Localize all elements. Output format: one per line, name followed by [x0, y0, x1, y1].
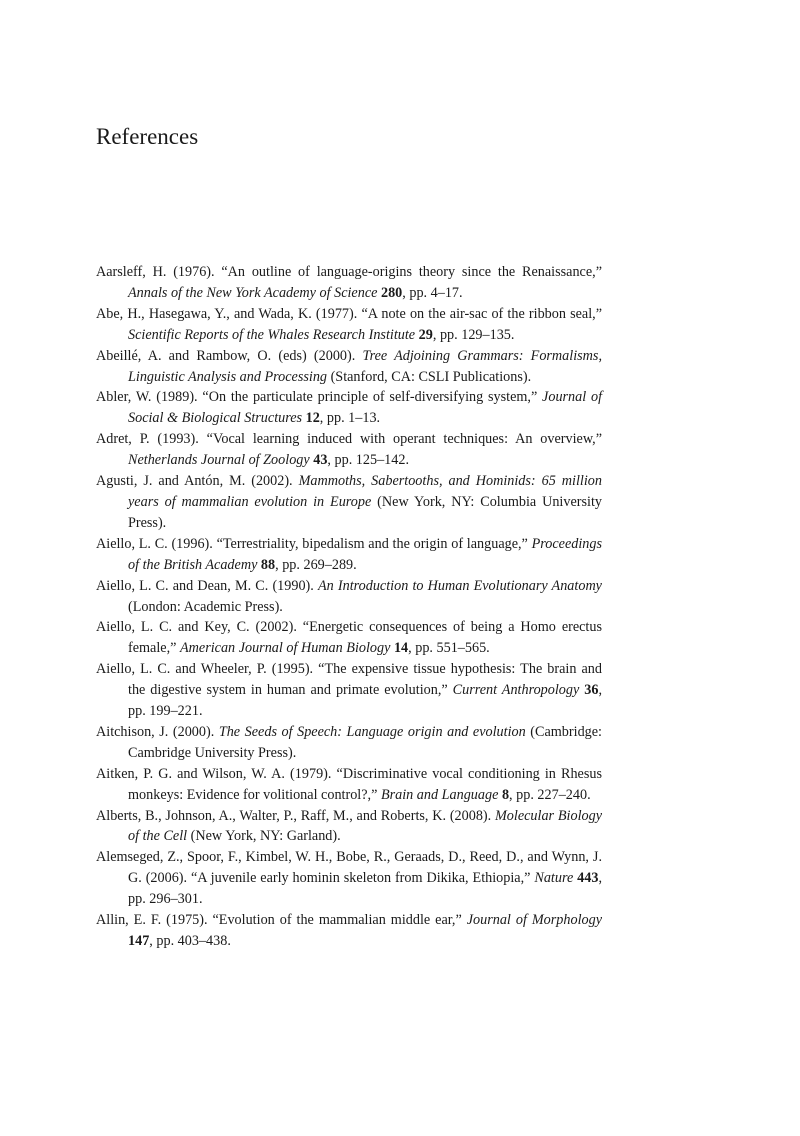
reference-entry: Aiello, L. C. and Wheeler, P. (1995). “The expensive tissue hypothesis: The brain and the digestive system in human and primate evolution,” Current Anthropology 36, pp. 199–221.	[96, 661, 602, 720]
reference-entry: Aiello, L. C. and Key, C. (2002). “Energetic consequences of being a Homo erectus female,” American Journal of Human Biology 14, pp. 551–565.	[96, 619, 602, 657]
reference-entry: Allin, E. F. (1975). “Evolution of the mammalian middle ear,” Journal of Morphology 147, pp. 403–438.	[96, 912, 602, 949]
reference-entry: Aarsleff, H. (1976). “An outline of language-origins theory since the Renaissance,” Annals of the New York Academy of Science 280, pp. 4–17.	[96, 264, 602, 301]
page-title: References	[96, 124, 199, 149]
reference-entry: Aiello, L. C. (1996). “Terrestriality, bipedalism and the origin of language,” Proceedings of the British Academy 88, pp. 269–289.	[96, 535, 602, 573]
reference-list	[96, 262, 602, 952]
reference-entry: Abler, W. (1989). “On the particulate principle of self-diversifying system,” Journal of Social & Biological Structures 12, pp. 1–13.	[96, 389, 603, 427]
reference-entry: Abeillé, A. and Rambow, O. (eds) (2000). Tree Adjoining Grammars: Formalisms, Linguistic Analysis and Processing (Stanford, CA: CSLI Publications).	[96, 347, 602, 385]
reference-entry: Alberts, B., Johnson, A., Walter, P., Raff, M., and Roberts, K. (2008). Molecular Biology of the Cell (New York, NY: Garland).	[96, 807, 602, 845]
reference-entry: Adret, P. (1993). “Vocal learning induced with operant techniques: An overview,” Netherlands Journal of Zoology 43, pp. 125–142.	[96, 431, 602, 469]
reference-entry: Agusti, J. and Antón, M. (2002). Mammoths, Sabertooths, and Hominids: 65 million years of mammalian evolution in Europe (New York, NY: Columbia University Press).	[96, 473, 602, 531]
reference-entry: Aitchison, J. (2000). The Seeds of Speech: Language origin and evolution (Cambridge: Cambridge University Press).	[96, 723, 602, 761]
reference-entry: Aiello, L. C. and Dean, M. C. (1990). An Introduction to Human Evolutionary Anatomy (London: Academic Press).	[96, 577, 602, 615]
reference-entry: Abe, H., Hasegawa, Y., and Wada, K. (1977). “A note on the air-sac of the ribbon seal,” Scientific Reports of the Whales Research Institute 29, pp. 129–135.	[96, 305, 602, 343]
reference-entry: Alemseged, Z., Spoor, F., Kimbel, W. H., Bobe, R., Geraads, D., Reed, D., and Wynn, J. G. (2006). “A juvenile early hominin skeleton from Dikika, Ethiopia,” Nature 443, pp. 296–301.	[96, 849, 602, 908]
reference-entry: Aitken, P. G. and Wilson, W. A. (1979). “Discriminative vocal conditioning in Rhesus monkeys: Evidence for volitional control?,” Brain and Language 8, pp. 227–240.	[96, 765, 602, 803]
